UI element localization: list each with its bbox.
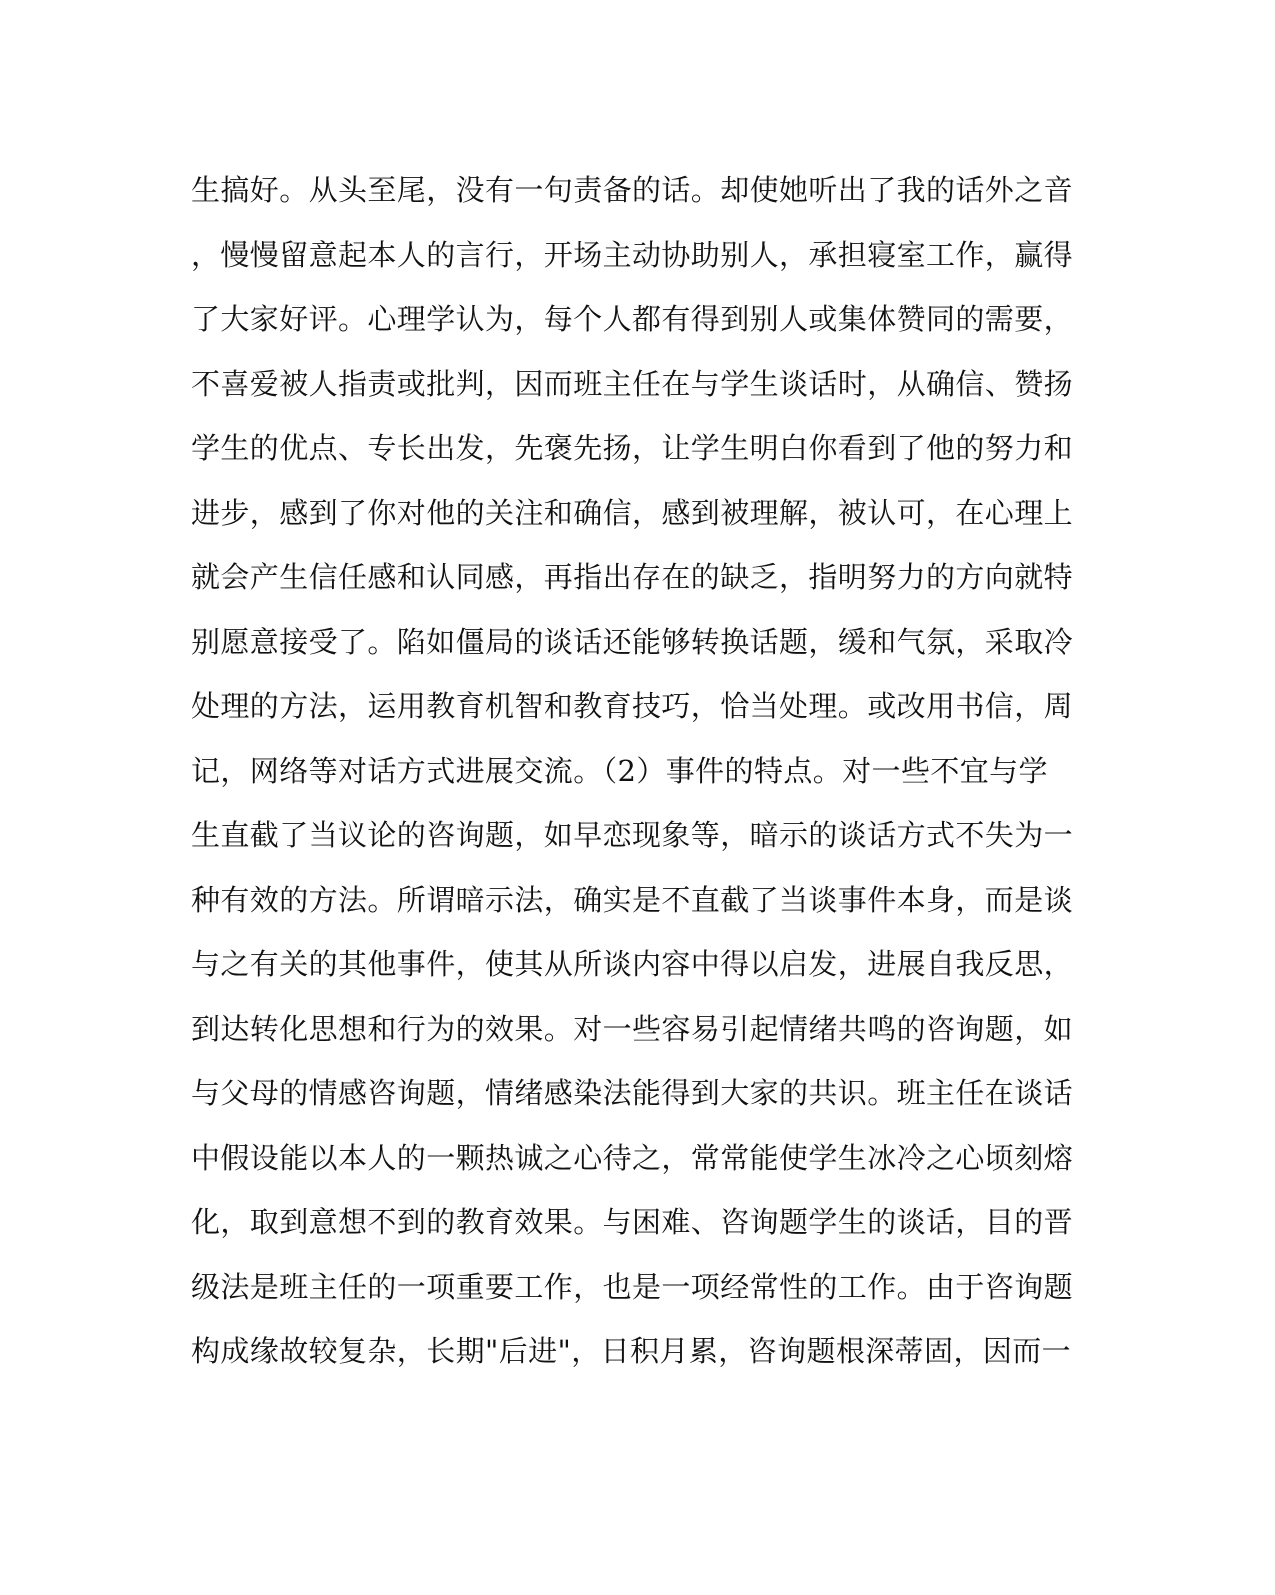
text-line-17: 化，取到意想不到的教育效果。与困难、咨询题学生的谈话，目的晋 [191, 1205, 1074, 1239]
text-line-13: 与之有关的其他事件，使其从所谈内容中得以启发，进展自我反思， [191, 947, 1074, 981]
text-line-18: 级法是班主任的一项重要工作，也是一项经常性的工作。由于咨询题 [191, 1269, 1074, 1304]
text-line-16: 中假设能以本人的一颗热诚之心待之，常常能使学生冰冷之心顷刻熔 [191, 1140, 1074, 1175]
text-line-14: 到达转化思想和行为的效果。对一些容易引起情绪共鸣的咨询题，如 [191, 1011, 1074, 1046]
text-line-5: 学生的优点、专长出发，先褒先扬，让学生明白你看到了他的努力和 [191, 431, 1074, 465]
text-line-8: 别愿意接受了。陷如僵局的谈话还能够转换话题，缓和气氛，采取冷 [191, 624, 1074, 659]
text-line-1: 生搞好。从头至尾，没有一句责备的话。却使她听出了我的话外之音 [191, 173, 1074, 207]
text-line-3: 了大家好评。心理学认为，每个人都有得到别人或集体赞同的需要， [191, 302, 1074, 336]
text-line-19: 构成缘故较复杂，长期"后进"，日积月累，咨询题根深蒂固，因而一 [191, 1334, 1072, 1368]
body-text [191, 158, 1074, 1384]
text-line-6: 进步，感到了你对他的关注和确信，感到被理解，被认可，在心理上 [191, 495, 1074, 530]
text-line-10: 记，网络等对话方式进展交流。（2）事件的特点。对一些不宜与学 [191, 753, 1048, 788]
text-line-11: 生直截了当议论的咨询题，如早恋现象等，暗示的谈话方式不失为一 [191, 818, 1074, 852]
text-line-12: 种有效的方法。所谓暗示法，确实是不直截了当谈事件本身，而是谈 [191, 882, 1074, 917]
text-line-2: ，慢慢留意起本人的言行，开场主动协助别人，承担寝室工作，赢得 [191, 237, 1074, 272]
text-line-9: 处理的方法，运用教育机智和教育技巧，恰当处理。或改用书信，周 [191, 689, 1074, 723]
text-line-15: 与父母的情感咨询题，情绪感染法能得到大家的共识。班主任在谈话 [191, 1076, 1074, 1110]
text-line-4: 不喜爱被人指责或批判，因而班主任在与学生谈话时，从确信、赞扬 [191, 366, 1074, 401]
text-line-7: 就会产生信任感和认同感，再指出存在的缺乏，指明努力的方向就特 [191, 560, 1074, 594]
